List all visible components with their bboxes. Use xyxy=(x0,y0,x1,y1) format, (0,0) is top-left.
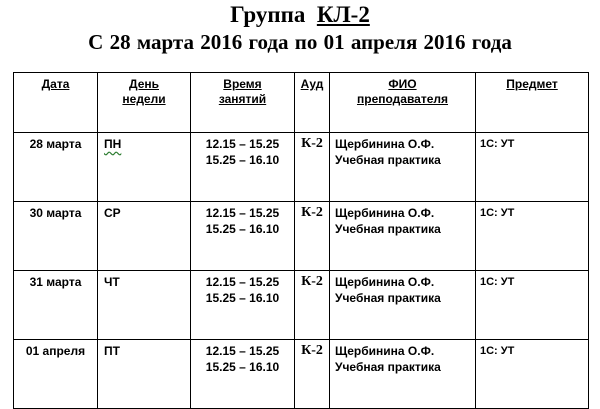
teacher-cell xyxy=(330,271,476,340)
page-title xyxy=(0,2,600,28)
activity-type: Учебная практика xyxy=(335,360,441,374)
weekday-cell xyxy=(98,271,191,340)
group-code: КЛ-2 xyxy=(316,2,370,27)
date-cell: 01 апреля xyxy=(14,340,98,409)
date-cell: 30 марта xyxy=(14,202,98,271)
weekday-cell xyxy=(98,202,191,271)
group-label: Группа xyxy=(230,2,306,27)
teacher-name: Щербинина О.Ф. xyxy=(335,344,435,358)
activity-type: Учебная практика xyxy=(335,291,441,305)
room-cell: К-2 xyxy=(295,202,330,271)
date-cell: 31 марта xyxy=(14,271,98,340)
table-header-row xyxy=(14,73,589,133)
time-slot-2: 15.25 – 16.10 xyxy=(205,222,280,236)
schedule-table xyxy=(13,72,589,409)
weekday-cell xyxy=(98,133,191,202)
column-header-time: Время занятий xyxy=(191,73,295,133)
time-slot-2: 15.25 – 16.10 xyxy=(205,153,280,167)
activity-type: Учебная практика xyxy=(335,222,441,236)
teacher-name: Щербинина О.Ф. xyxy=(335,137,435,151)
subject-cell: 1С: УТ xyxy=(476,271,589,340)
weekday-value: ПТ xyxy=(104,344,120,358)
column-header-weekday: День недели xyxy=(98,73,191,133)
teacher-name: Щербинина О.Ф. xyxy=(335,275,435,289)
date-cell: 28 марта xyxy=(14,133,98,202)
time-slot-1: 12.15 – 15.25 xyxy=(205,275,280,289)
table-row xyxy=(14,340,589,409)
weekday-value: ЧТ xyxy=(104,275,120,289)
subject-cell: 1С: УТ xyxy=(476,133,589,202)
room-cell: К-2 xyxy=(295,340,330,409)
time-slot-2: 15.25 – 16.10 xyxy=(205,360,280,374)
weekday-cell xyxy=(98,340,191,409)
subject-cell: 1С: УТ xyxy=(476,202,589,271)
teacher-cell xyxy=(330,340,476,409)
table-row xyxy=(14,133,589,202)
activity-type: Учебная практика xyxy=(335,153,441,167)
time-slot-2: 15.25 – 16.10 xyxy=(205,291,280,305)
time-cell xyxy=(191,271,295,340)
time-slot-1: 12.15 – 15.25 xyxy=(205,137,280,151)
table-row xyxy=(14,202,589,271)
teacher-cell xyxy=(330,133,476,202)
subject-cell: 1С: УТ xyxy=(476,340,589,409)
teacher-name: Щербинина О.Ф. xyxy=(335,206,435,220)
weekday-value: ПН xyxy=(104,137,122,151)
column-header-room: Ауд xyxy=(295,73,330,133)
teacher-cell xyxy=(330,202,476,271)
date-range-subtitle: С 28 марта 2016 года по 01 апреля 2016 года xyxy=(88,30,512,54)
table-row xyxy=(14,271,589,340)
time-cell xyxy=(191,340,295,409)
time-slot-1: 12.15 – 15.25 xyxy=(205,344,280,358)
column-header-date: Дата xyxy=(14,73,98,133)
weekday-value: СР xyxy=(104,206,121,220)
room-cell: К-2 xyxy=(295,271,330,340)
time-cell xyxy=(191,133,295,202)
room-cell: К-2 xyxy=(295,133,330,202)
column-header-teacher: ФИО преподавателя xyxy=(330,73,476,133)
time-cell xyxy=(191,202,295,271)
column-header-subject: Предмет xyxy=(476,73,589,133)
time-slot-1: 12.15 – 15.25 xyxy=(205,206,280,220)
